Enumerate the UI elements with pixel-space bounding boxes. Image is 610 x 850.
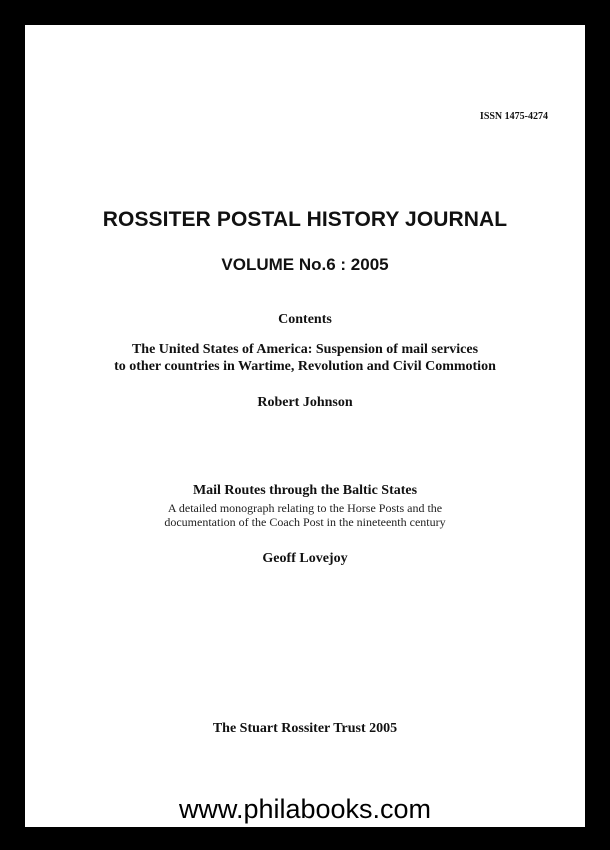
volume-number: VOLUME No.6 : 2005 [221, 255, 389, 274]
article-2-subtitle-line-2: documentation of the Coach Post in the nineteenth century [164, 515, 446, 529]
article-1-author: Robert Johnson [257, 395, 353, 410]
article-2-author: Geoff Lovejoy [262, 551, 348, 566]
article-2-subtitle-line-1: A detailed monograph relating to the Horse Posts and the [167, 501, 443, 515]
journal-cover-page [25, 25, 585, 827]
article-2-title: Mail Routes through the Baltic States [192, 483, 418, 498]
journal-title: ROSSITER POSTAL HISTORY JOURNAL [102, 208, 508, 231]
publisher-line: The Stuart Rossiter Trust 2005 [212, 721, 398, 736]
article-1-title-line-1: The United States of America: Suspension of mail services [131, 342, 479, 357]
article-1-title-line-2: to other countries in Wartime, Revolution and Civil Commotion [114, 359, 496, 374]
watermark-url: www.philabooks.com [178, 794, 432, 824]
contents-heading: Contents [278, 312, 332, 327]
article-2-subtitle [25, 501, 585, 529]
article-1-title [25, 341, 585, 375]
issn-number: ISSN 1475-4274 [479, 111, 548, 122]
